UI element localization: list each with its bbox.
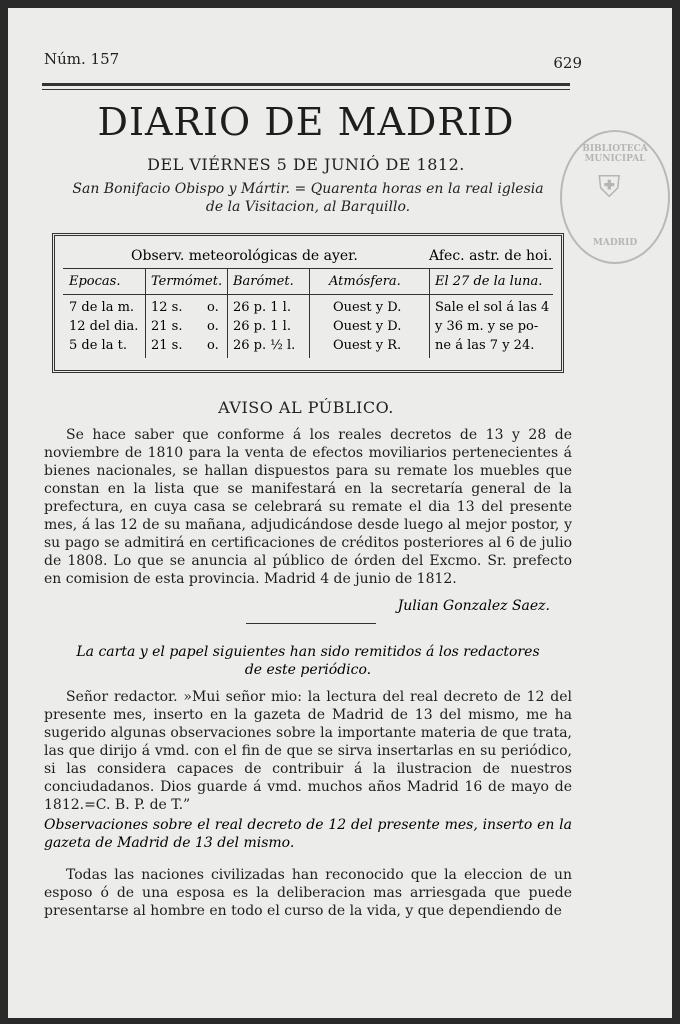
coat-of-arms-icon: ⛨: [598, 170, 621, 205]
col-luna: El 27 de la luna.: [435, 274, 543, 289]
col-divider: [227, 268, 228, 358]
section-separator: [246, 623, 376, 624]
saint-line-2: de la Visitacion, al Barquillo.: [205, 199, 411, 215]
luna-line: y 36 m. y se po-: [435, 319, 539, 334]
luna-line: ne á las 7 y 24.: [435, 338, 535, 353]
observaciones-heading: Observaciones sobre el real decreto de 12 del presente mes, inserto en la gazeta de Madrid de 13 del mismo.: [44, 817, 572, 851]
row-barometro: 26 p. 1 l.: [233, 300, 291, 315]
stamp-arc-text: BIBLIOTECA MUNICIPAL: [582, 144, 648, 164]
col-termometro: Termómet.: [151, 274, 223, 289]
col-divider: [429, 268, 430, 358]
aviso-text: Se hace saber que conforme á los reales decretos de 13 y 28 de noviembre de 1810 para la venta de efectos moviliarios pertenecientes á bienes nacionales, se hallan dispuestos para su remate los muebles que constan en la lista que se manifestará en la secretaría general de la prefectura, en cuya casa se celebrará su remate el dia 13 del presente mes, á las 12 de su mañana, adjudicándose desde luego al mejor postor, y su pago se admitirá en certificaciones de créditos posteriores al 6 de julio de 1808. Lo que se anuncia al público de órden del Excmo. Sr. prefecto en comision de esta provincia. Madrid 4 de junio de 1812.: [44, 427, 572, 587]
row-termometro: 12 s.: [151, 300, 183, 315]
newspaper-title: DIARIO DE MADRID: [97, 100, 515, 144]
row-atmosfera: Ouest y D.: [333, 300, 402, 315]
astro-heading: Afec. astr. de hoi.: [429, 248, 553, 264]
luna-line: Sale el sol á las 4: [435, 300, 550, 315]
aviso-heading: AVISO AL PÚBLICO.: [218, 398, 394, 417]
row-barometro: 26 p. ½ l.: [233, 338, 296, 353]
col-divider: [145, 268, 146, 358]
title-rule-thin: [42, 89, 570, 90]
letter-intro: La carta y el papel siguientes han sido remitidos á los redactores de este periódico.: [76, 644, 540, 678]
letter-text: Señor redactor. »Mui señor mio: la lectura del real decreto de 12 del presente mes, inserto en la gazeta de Madrid de 13 del mismo, me ha sugerido algunas observaciones sobre la importante materia de que trata, las que dirijo á vmd. con el fin de que se sirva insertarlas en su periódico, si las considera capaces de contribuir á la ilustracion de nuestros conciudadanos. Dios guarde á vmd. muchos años Madrid 16 de mayo de 1812.=C. B. P. de T.”: [44, 689, 572, 813]
col-barometro: Barómet.: [233, 274, 294, 289]
row-term-o: o.: [207, 300, 219, 315]
row-atmosfera: Ouest y D.: [333, 319, 402, 334]
issue-number: Núm. 157: [44, 50, 120, 68]
row-epoca: 5 de la t.: [69, 338, 127, 353]
library-stamp: [560, 130, 670, 264]
col-divider: [309, 268, 310, 358]
date-line: DEL VIÉRNES 5 DE JUNIÓ DE 1812.: [147, 155, 465, 174]
row-epoca: 12 del dia.: [69, 319, 139, 334]
table-rule: [63, 268, 553, 269]
table-rule-2: [63, 294, 553, 295]
row-termometro: 21 s.: [151, 338, 183, 353]
row-atmosfera: Ouest y R.: [333, 338, 402, 353]
weather-table: [52, 233, 564, 373]
saint-line: [48, 180, 568, 216]
row-term-o: o.: [207, 319, 219, 334]
row-termometro: 21 s.: [151, 319, 183, 334]
closing-text: Todas las naciones civilizadas han reconocido que la eleccion de un esposo ó de una esposa es la deliberacion mas arriesgada que puede presentarse al hombre en todo el curso de la vida, y que dependiendo de: [44, 867, 572, 919]
title-rule-thick: [42, 83, 570, 86]
saint-line-1: San Bonifacio Obispo y Mártir. = Quarenta horas en la real iglesia: [72, 181, 544, 197]
stamp-city: MADRID: [592, 238, 638, 248]
col-epocas: Epocas.: [69, 274, 121, 289]
col-atmosfera: Atmósfera.: [329, 274, 401, 289]
newspaper-page: [8, 8, 672, 1018]
aviso-signature: Julian Gonzalez Saez.: [397, 598, 550, 614]
page-number: 629: [553, 54, 582, 72]
weather-heading: Observ. meteorológicas de ayer.: [131, 248, 358, 264]
row-term-o: o.: [207, 338, 219, 353]
row-barometro: 26 p. 1 l.: [233, 319, 291, 334]
row-epoca: 7 de la m.: [69, 300, 135, 315]
